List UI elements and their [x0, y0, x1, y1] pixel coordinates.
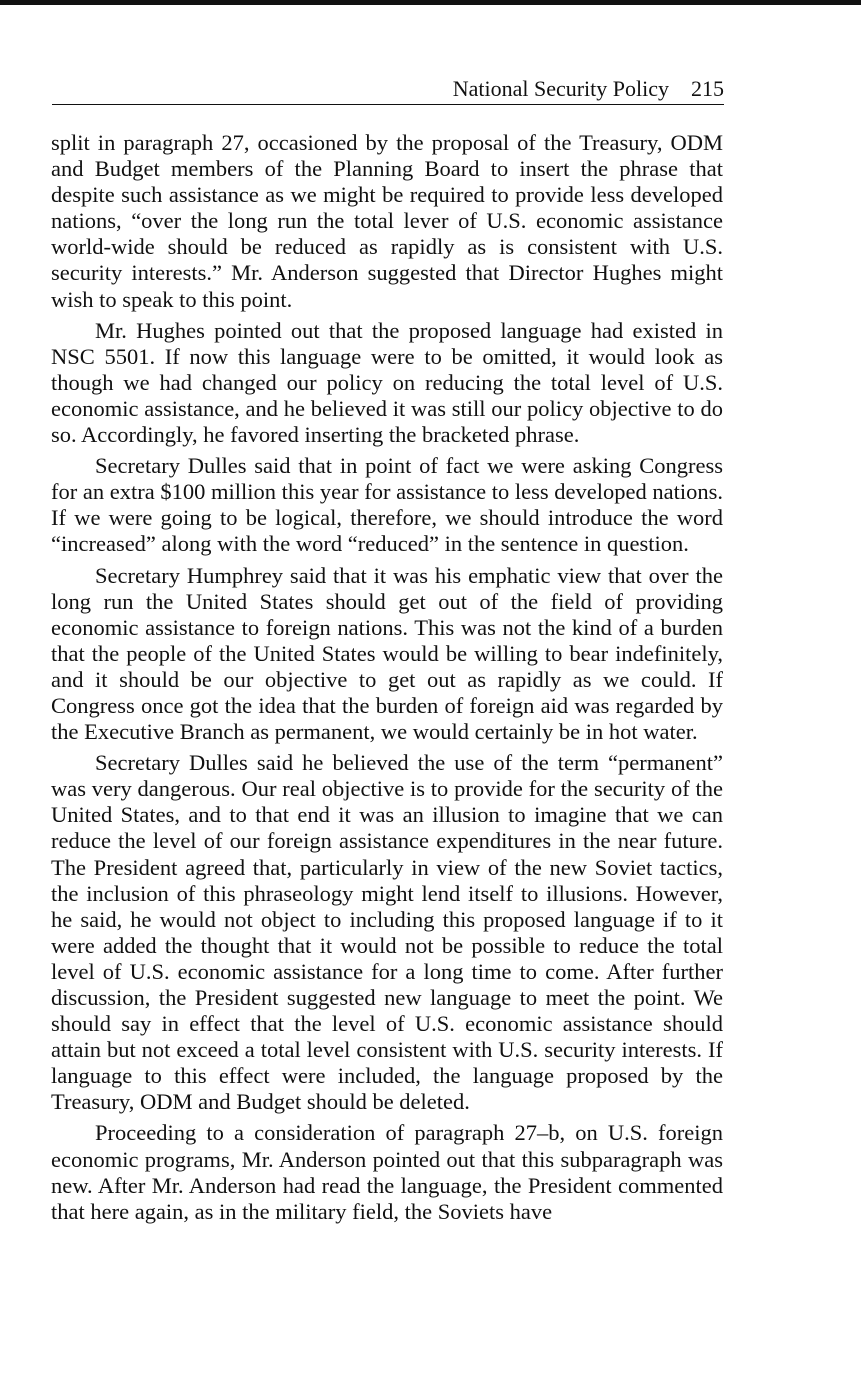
page-body	[51, 130, 723, 1230]
paragraph-dulles-congress: Secretary Dulles said that in point of fact we were asking Congress for an extra $100 million this year for assistance to less developed nations. If we were going to be logical, therefore, we should introduce the word “increased” along with the word “reduced” in the sentence in question.	[51, 453, 723, 557]
running-title: National Security Policy	[452, 76, 669, 101]
paragraph-hughes: Mr. Hughes pointed out that the proposed language had existed in NSC 5501. If now this language were to be omitted, it would look as though we had changed our policy on reducing the total level of U.S. economic assistance, and he believed it was still our policy objective to do so. Accordingly, he favored inserting the bracketed phrase.	[51, 317, 723, 448]
page-top-border	[0, 0, 861, 5]
running-header	[52, 74, 724, 105]
paragraph-humphrey: Secretary Humphrey said that it was his emphatic view that over the long run the United States should get out of the field of providing economic assistance to foreign nations. This was not the kind of a burden that the people of the United States would be willing to bear indefinitely, and it should be our objective to get out as rapidly as we could. If Congress once got the idea that the burden of foreign aid was regarded by the Executive Branch as permanent, we would certainly be in hot water.	[51, 562, 723, 745]
page-number: 215	[691, 76, 724, 101]
paragraph-continuation: split in paragraph 27, occasioned by the proposal of the Treasury, ODM and Budget members of the Planning Board to insert the phrase that despite such assistance as we might be required to provide less developed nations, “over the long run the total lever of U.S. economic assistance world-wide should be reduced as rapidly as is consistent with U.S. security interests.” Mr. Anderson suggested that Director Hughes might wish to speak to this point.	[51, 130, 723, 312]
paragraph-27b: Proceeding to a consideration of paragraph 27–b, on U.S. foreign economic programs, Mr. Anderson pointed out that this subparagraph was new. After Mr. Anderson had read the language, the President commented that here again, as in the military field, the Soviets have	[51, 1120, 723, 1224]
paragraph-dulles-permanent: Secretary Dulles said he believed the use of the term “permanent” was very dangerous. Our real objective is to provide for the security of the United States, and to that end it was an illusion to imagine that we can reduce the level of our foreign assistance expenditures in the near future. The President agreed that, particularly in view of the new Soviet tactics, the inclusion of this phraseology might lend itself to illusions. However, he said, he would not object to including this proposed language if to it were added the thought that it would not be possible to reduce the total level of U.S. economic assistance for a long time to come. After further discussion, the President suggested new language to meet the point. We should say in effect that the level of U.S. economic assistance should attain but not exceed a total level consistent with U.S. security interests. If language to this effect were included, the language proposed by the Treasury, ODM and Budget should be deleted.	[51, 750, 723, 1115]
